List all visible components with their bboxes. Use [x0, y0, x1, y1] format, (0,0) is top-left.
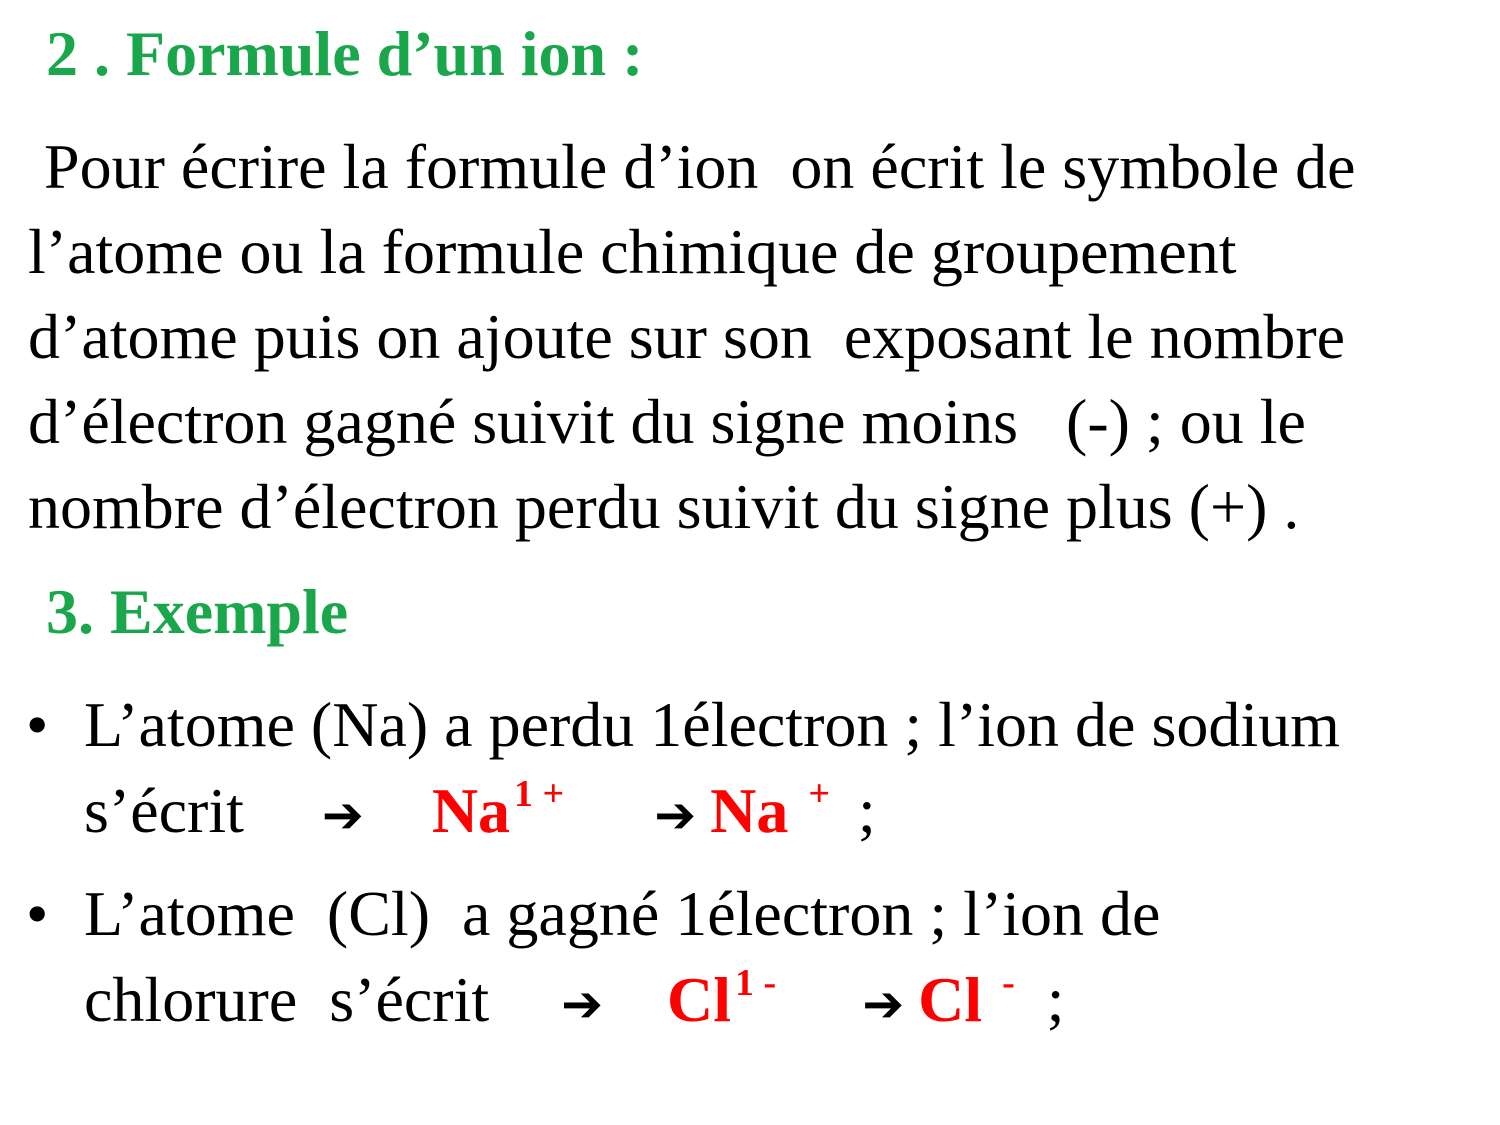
section-heading-formule: 2 . Formule d’un ion :: [46, 18, 644, 89]
example-prefix: s’écrit: [84, 775, 244, 846]
example-prefix: chlorure s’écrit: [84, 964, 490, 1035]
example-formula-line: [84, 768, 1340, 863]
example-suffix: ;: [1030, 964, 1065, 1035]
arrow-right-icon: ➔: [321, 786, 364, 844]
example-suffix: ;: [841, 775, 876, 846]
example-line: L’atome (Cl) a gagné 1électron ; l’ion de: [84, 878, 1161, 949]
list-item-sodium: [0, 682, 1340, 863]
paragraph-line: d’atome puis on ajoute sur son exposant le nombre: [28, 301, 1346, 372]
ion-charge: -: [1002, 962, 1015, 1004]
arrow-right-icon: ➔: [654, 786, 697, 844]
definition-paragraph: [28, 124, 1500, 549]
ion-charge: +: [808, 773, 830, 815]
bullet-icon: •: [26, 878, 49, 949]
ion-formula-short: Cl -: [918, 962, 1015, 1035]
ion-formula-short: Na +: [710, 773, 830, 846]
example-line: L’atome (Na) a perdu 1électron ; l’ion de sodium: [84, 689, 1340, 760]
bullet-icon: •: [26, 689, 49, 760]
example-formula-line: [84, 957, 1340, 1052]
ion-charge: 1 +: [514, 773, 565, 815]
paragraph-line: Pour écrire la formule d’ion on écrit le symbole de: [28, 131, 1356, 202]
arrow-right-icon: ➔: [561, 975, 604, 1033]
ion-charge: 1 -: [735, 962, 777, 1004]
arrow-right-icon: ➔: [862, 975, 905, 1033]
paragraph-line: l’atome ou la formule chimique de groupement: [28, 216, 1237, 287]
ion-formula-full: Cl $^{1 -}$: [667, 962, 777, 1035]
list-item-chlorure: [0, 871, 1340, 1052]
example-list: [0, 682, 1340, 1060]
paragraph-line: nombre d’électron perdu suivit du signe plus (+) .: [28, 471, 1300, 542]
ion-formula-full: Na $^{1 +}$: [431, 773, 565, 846]
section-heading-exemple: 3. Exemple: [46, 576, 349, 647]
paragraph-line: d’électron gagné suivit du signe moins (-) ; ou le: [28, 386, 1306, 457]
